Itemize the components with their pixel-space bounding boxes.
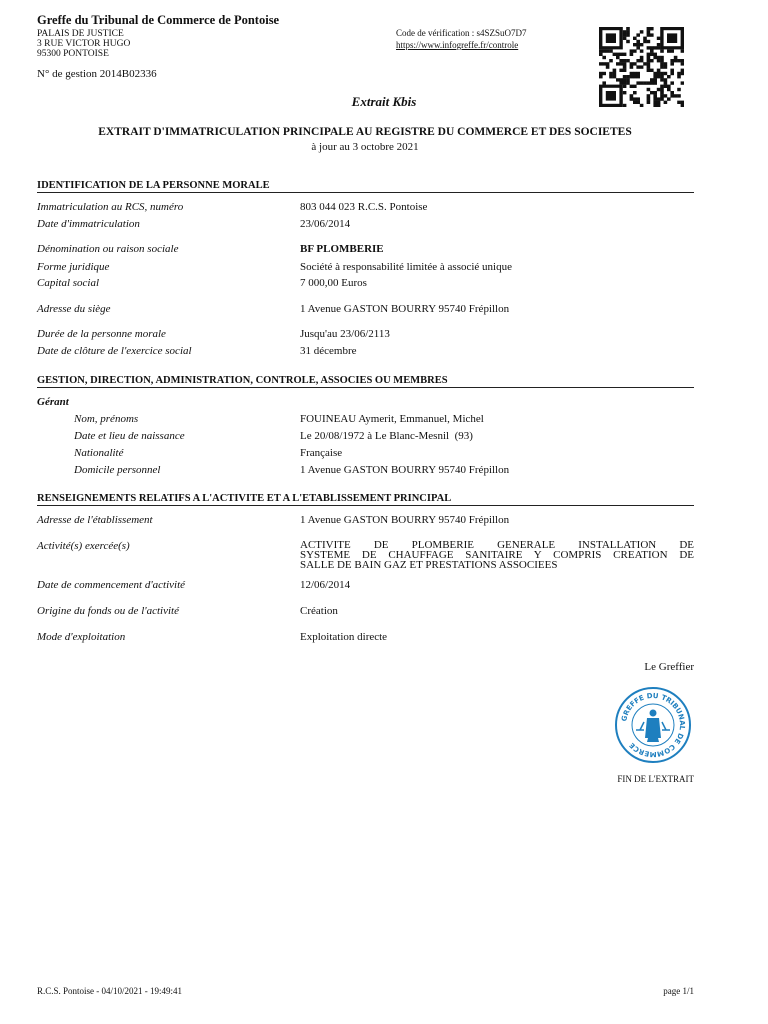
value-mode-exploitation: Exploitation directe [300, 631, 388, 643]
numero-gestion: N° de gestion 2014B02336 [37, 68, 157, 80]
greffe-seal-icon [614, 686, 692, 764]
value-duree: Jusqu'au 23/06/2113 [300, 328, 390, 340]
address-line-1: PALAIS DE JUSTICE [37, 29, 124, 39]
label-naissance: Date et lieu de naissance [74, 430, 185, 442]
label-nationalite: Nationalité [74, 447, 124, 459]
label-capital: Capital social [37, 277, 100, 289]
greffe-title: Greffe du Tribunal de Commerce de Pontoise [37, 13, 280, 27]
label-origine-fonds: Origine du fonds ou de l'activité [37, 605, 179, 617]
section-heading-gestion: GESTION, DIRECTION, ADMINISTRATION, CONTROLE, ASSOCIES OU MEMBRES [37, 375, 694, 388]
label-date-immatriculation: Date d'immatriculation [37, 218, 140, 230]
label-commencement: Date de commencement d'activité [37, 579, 186, 591]
value-nom-prenoms: FOUINEAU Aymerit, Emmanuel, Michel [300, 413, 484, 425]
value-adresse-siege: 1 Avenue GASTON BOURRY 95740 Frépillon [300, 303, 510, 315]
value-nationalite: Française [300, 447, 343, 459]
value-naissance: Le 20/08/1972 à Le Blanc-Mesnil (93) [300, 430, 473, 442]
value-date-immatriculation: 23/06/2014 [300, 218, 351, 230]
document-title: EXTRAIT D'IMMATRICULATION PRINCIPALE AU REGISTRE DU COMMERCE ET DES SOCIETES [98, 126, 632, 138]
section-heading-identification: IDENTIFICATION DE LA PERSONNE MORALE [37, 180, 694, 193]
label-nom-prenoms: Nom, prénoms [74, 413, 139, 425]
section-heading-activite: RENSEIGNEMENTS RELATIFS A L'ACTIVITE ET A L'ETABLISSEMENT PRINCIPAL [37, 493, 694, 506]
value-denomination: BF PLOMBERIE [300, 243, 384, 255]
verification-link[interactable]: https://www.infogreffe.fr/controle [396, 40, 519, 50]
label-domicile: Domicile personnel [74, 464, 161, 476]
value-cloture: 31 décembre [300, 345, 357, 357]
footer-page-number: page 1/1 [663, 986, 694, 996]
activite-line-1: ACTIVITE DE PLOMBERIE GENERALE INSTALLATION DE [300, 539, 694, 551]
label-forme-juridique: Forme juridique [37, 261, 110, 273]
value-adresse-etablissement: 1 Avenue GASTON BOURRY 95740 Frépillon [300, 514, 510, 526]
value-capital: 7 000,00 Euros [300, 277, 367, 289]
value-forme-juridique: Société à responsabilité limitée à associé unique [300, 261, 512, 273]
activite-line-3: SALLE DE BAIN GAZ ET PRESTATIONS ASSOCIEES [300, 559, 558, 571]
document-type: Extrait Kbis [351, 94, 417, 109]
fin-extrait: FIN DE L'EXTRAIT [617, 774, 694, 784]
activite-line-2: SYSTEME DE CHAUFFAGE SANITAIRE Y COMPRIS CREATION DE [300, 549, 694, 561]
address-line-2: 3 RUE VICTOR HUGO [37, 39, 131, 49]
label-adresse-siege: Adresse du siège [37, 303, 111, 315]
label-activites: Activité(s) exercée(s) [37, 540, 130, 552]
label-duree: Durée de la personne morale [37, 328, 166, 340]
label-mode-exploitation: Mode d'exploitation [37, 631, 126, 643]
seal-text: GREFFE DU TRIBUNAL DE COMMERCE [620, 691, 687, 759]
value-domicile: 1 Avenue GASTON BOURRY 95740 Frépillon [300, 464, 510, 476]
verification-code: Code de vérification : s4SZSuO7D7 [396, 28, 527, 38]
verification-block [396, 27, 526, 51]
label-immatriculation: Immatriculation au RCS, numéro [37, 201, 184, 213]
greffier-signature-label: Le Greffier [644, 661, 694, 673]
value-activites [300, 540, 694, 570]
value-immatriculation: 803 044 023 R.C.S. Pontoise [300, 201, 428, 213]
footer-rcs-timestamp: R.C.S. Pontoise - 04/10/2021 - 19:49:41 [37, 986, 183, 996]
document-date: à jour au 3 octobre 2021 [311, 141, 419, 153]
role-gerant: Gérant [37, 396, 69, 408]
label-adresse-etablissement: Adresse de l'établissement [37, 514, 153, 526]
value-origine-fonds: Création [300, 605, 338, 617]
value-commencement: 12/06/2014 [300, 579, 351, 591]
label-cloture: Date de clôture de l'exercice social [37, 345, 192, 357]
address-line-3: 95300 PONTOISE [37, 49, 109, 59]
label-denomination: Dénomination ou raison sociale [37, 243, 179, 255]
